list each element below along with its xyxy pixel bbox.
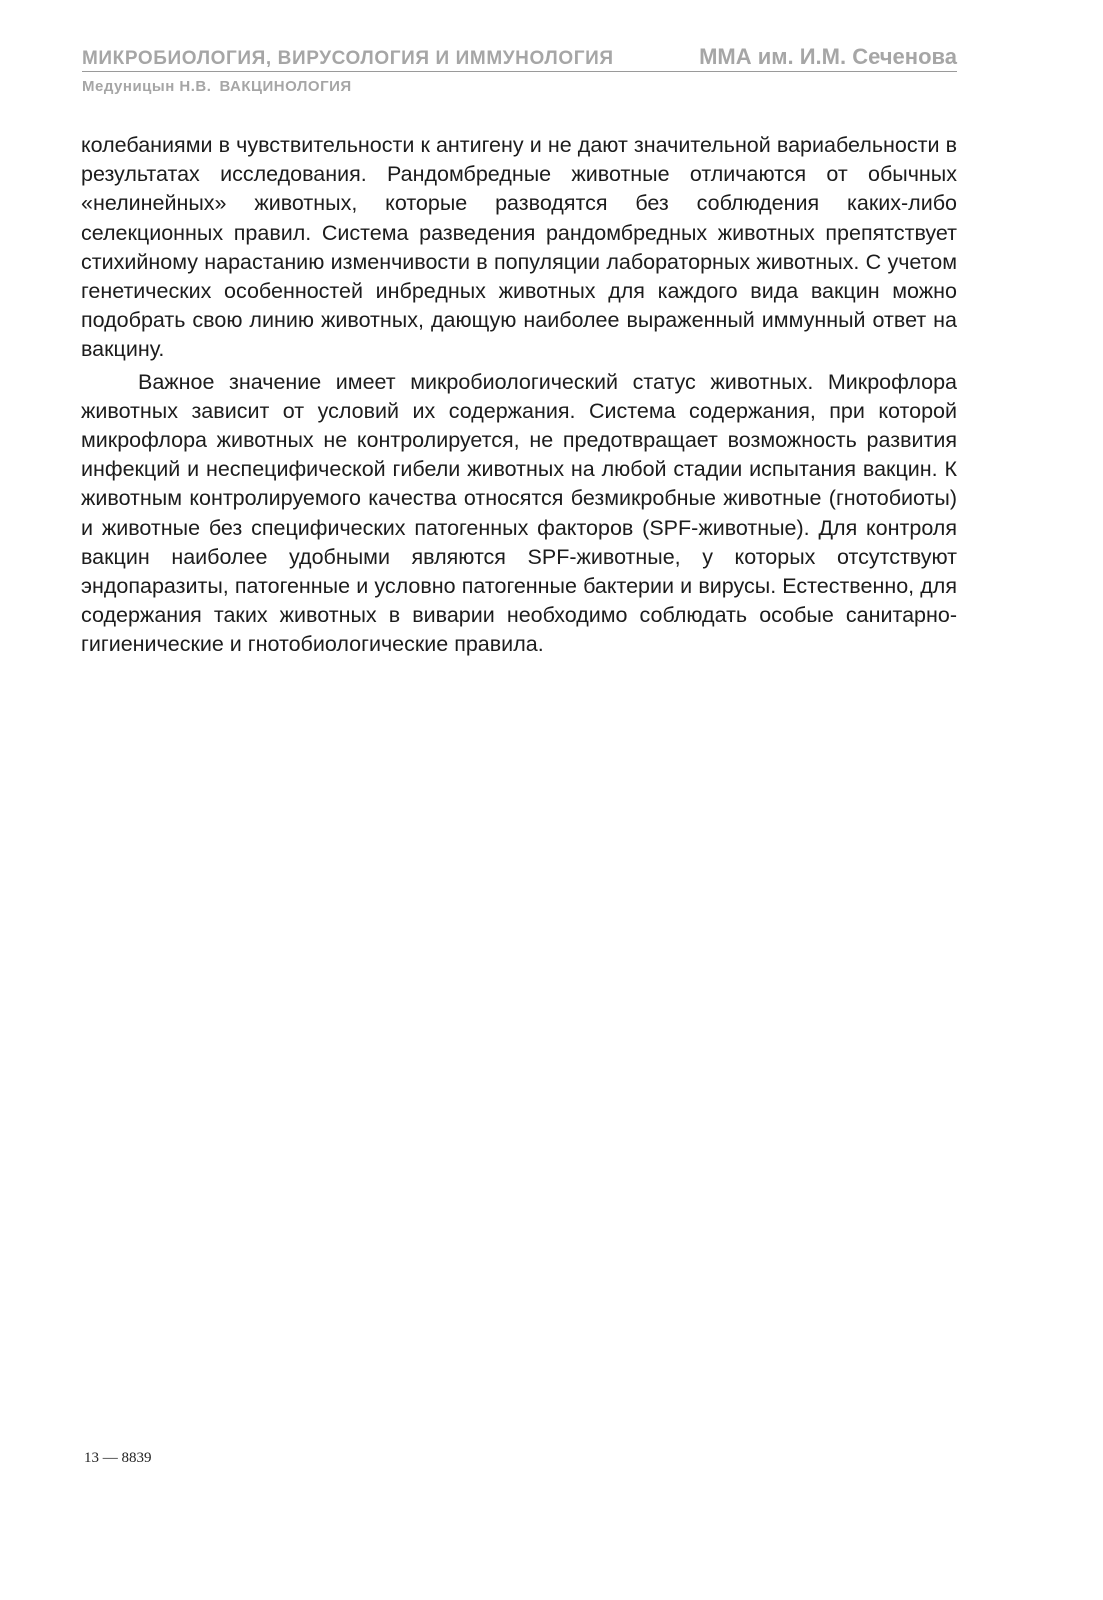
header-author-row — [82, 78, 957, 95]
header-top-row — [82, 44, 957, 72]
header-institution: ММА им. И.М. Сеченова — [699, 44, 957, 69]
sheet-signature: 13 — 8839 — [84, 1450, 152, 1466]
header-author: Медуницын Н.В. — [82, 78, 212, 95]
body-paragraph: Важное значение имеет микробиологический статус животных. Микрофлора животных зависит от условий их содержания. Система содержания, при которой микрофлора животных не контролируется, не предотвращает возможность развития инфекций и неспецифической гибели животных на любой стадии испытания вакцин. К животным контролируемого качества относятся безмикробные животные (гнотобиоты) и животные без специфических патогенных факторов (SPF-животные). Для контроля вакцин наиболее удобными являются SPF-животные, у которых отсутствуют эндопаразиты, патогенные и условно патогенные бактерии и вирусы. Естественно, для содержания таких животных в виварии необходимо соблюдать особые санитарно-гигиенические и гнотобиологические правила. — [81, 369, 957, 657]
page-body — [81, 131, 957, 660]
header-book-title: ВАКЦИНОЛОГИЯ — [219, 78, 352, 95]
body-paragraph-continued: колебаниями в чувствительности к антигену и не дают значительной вариабельности в результатах исследования. Рандомбредные животные отличаются от обычных «нелинейных» животных, которые разводятся без соблюдения каких-либо селекционных правил. Система разведения рандомбредных животных препятствует стихийному нарастанию изменчивости в популяции лабораторных животных. С учетом генетических особенностей инбредных животных для каждого вида вакцин можно подобрать свою линию животных, дающую наиболее выраженный иммунный ответ на вакцину. — [81, 133, 957, 362]
running-header — [82, 44, 957, 95]
header-journal-title: МИКРОБИОЛОГИЯ, ВИРУСОЛОГИЯ И ИММУНОЛОГИЯ — [82, 48, 614, 69]
